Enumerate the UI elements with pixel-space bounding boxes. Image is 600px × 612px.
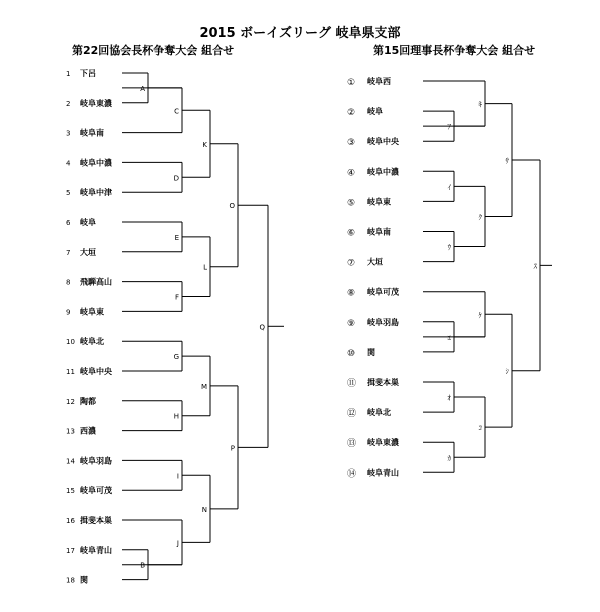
match-d-label: D — [173, 174, 179, 183]
team-number: ① — [347, 78, 356, 88]
team-name: 岐阜羽島 — [367, 317, 399, 327]
team-number: 5 — [66, 189, 71, 198]
team-name: 岐阜 — [80, 218, 96, 227]
right-bracket — [347, 76, 552, 479]
match-a-label: ｱ — [447, 123, 451, 132]
team-name: 関 — [80, 575, 88, 585]
match-sa-label: ｻ — [505, 157, 509, 166]
match-su-label: ｽ — [533, 262, 537, 271]
match-j-label: J — [176, 539, 179, 548]
match-e-label: ｴ — [447, 333, 451, 342]
match-m-label: M — [200, 382, 207, 391]
team-number: 3 — [66, 129, 71, 138]
match-i-label: ｲ — [447, 183, 451, 192]
team-number: 9 — [66, 308, 71, 317]
team-number: ⑤ — [347, 198, 356, 209]
team-number: 8 — [66, 278, 71, 287]
team-number: 10 — [66, 338, 75, 347]
match-f-label: F — [174, 293, 179, 302]
team-name: 岐阜東 — [80, 307, 104, 317]
page-title: 2015 ボーイズリーグ 岐阜県支部 — [199, 26, 401, 41]
team-name: 岐阜羽島 — [80, 456, 112, 466]
team-name: 揖斐本巣 — [367, 378, 399, 387]
team-name: 岐阜中津 — [80, 188, 112, 198]
team-number: ⑩ — [347, 348, 356, 359]
team-number: 4 — [66, 159, 71, 168]
team-number: ⑨ — [347, 318, 356, 329]
match-o-label: ｵ — [447, 394, 451, 403]
team-name: 岐阜青山 — [367, 468, 399, 478]
team-number: ⑥ — [347, 228, 356, 239]
match-ko-label: ｺ — [478, 424, 482, 433]
match-o-label: O — [229, 202, 235, 211]
team-number: 7 — [66, 248, 71, 257]
team-number: ③ — [347, 138, 356, 149]
left-bracket — [66, 68, 284, 585]
team-number: 16 — [66, 517, 75, 525]
team-number: 12 — [66, 397, 75, 406]
team-name: 岐阜可茂 — [80, 486, 112, 496]
match-ka-label: ｶ — [447, 454, 451, 463]
team-name: 陶都 — [80, 396, 96, 406]
team-name: 岐阜南 — [80, 128, 104, 138]
team-name: 岐阜北 — [367, 408, 391, 418]
team-number: ④ — [347, 168, 356, 179]
team-number: 6 — [66, 219, 71, 227]
team-name: 岐阜南 — [367, 227, 391, 237]
match-shi-label: ｼ — [505, 367, 509, 376]
team-name: 下呂 — [80, 69, 96, 78]
match-c-label: C — [174, 107, 179, 116]
match-ke-label: ｹ — [478, 311, 482, 320]
team-name: 岐阜東濃 — [80, 98, 112, 108]
team-name: 岐阜中濃 — [80, 158, 112, 168]
match-p-label: P — [230, 444, 235, 453]
team-name: 岐阜青山 — [80, 545, 112, 555]
left-bracket-heading: 第22回協会長杯争奪大会 組合せ — [72, 44, 235, 57]
team-name: 岐阜東 — [367, 197, 391, 207]
team-name: 岐阜西 — [367, 77, 391, 86]
match-b-label: B — [140, 561, 145, 570]
team-name: 揖斐本巣 — [80, 516, 112, 525]
team-name: 関 — [367, 347, 375, 357]
team-name: 岐阜 — [367, 107, 383, 117]
team-name: 飛騨高山 — [80, 277, 112, 287]
team-number: 1 — [66, 70, 71, 78]
team-number: ⑦ — [347, 258, 356, 269]
team-name: 大垣 — [367, 257, 383, 267]
team-number: 13 — [66, 427, 75, 436]
team-number: 11 — [66, 368, 75, 376]
team-name: 岐阜中央 — [367, 137, 399, 147]
match-ki-label: ｷ — [478, 100, 482, 109]
team-name: 大垣 — [80, 247, 96, 257]
match-u-label: ｳ — [447, 243, 451, 252]
match-e-label: E — [174, 233, 179, 242]
match-l-label: L — [203, 263, 207, 272]
team-number: 18 — [66, 576, 75, 585]
team-name: 岐阜可茂 — [367, 287, 399, 297]
match-a-label: A — [140, 84, 145, 93]
team-number: ⑧ — [347, 288, 356, 299]
match-i-label: I — [176, 472, 179, 481]
team-number: ⑬ — [347, 439, 357, 450]
team-number: ⑪ — [347, 379, 357, 389]
team-number: ② — [347, 108, 356, 119]
team-number: 14 — [66, 457, 75, 466]
team-name: 西濃 — [80, 426, 96, 436]
team-name: 岐阜中央 — [80, 367, 112, 376]
team-number: 2 — [66, 99, 71, 108]
match-h-label: H — [173, 412, 179, 421]
match-k-label: K — [202, 140, 207, 149]
team-number: ⑭ — [347, 469, 357, 480]
team-name: 岐阜東濃 — [367, 438, 399, 448]
team-number: ⑫ — [347, 409, 357, 420]
match-ku-label: ｸ — [478, 213, 482, 222]
team-name: 岐阜中濃 — [367, 167, 399, 177]
team-number: 15 — [66, 487, 75, 496]
team-name: 岐阜北 — [80, 337, 104, 347]
match-q-label: Q — [259, 323, 265, 332]
team-number: 17 — [66, 546, 75, 555]
match-g-label: G — [173, 353, 179, 362]
right-bracket-heading: 第15回理事長杯争奪大会 組合せ — [373, 44, 536, 57]
match-n-label: N — [201, 505, 207, 514]
